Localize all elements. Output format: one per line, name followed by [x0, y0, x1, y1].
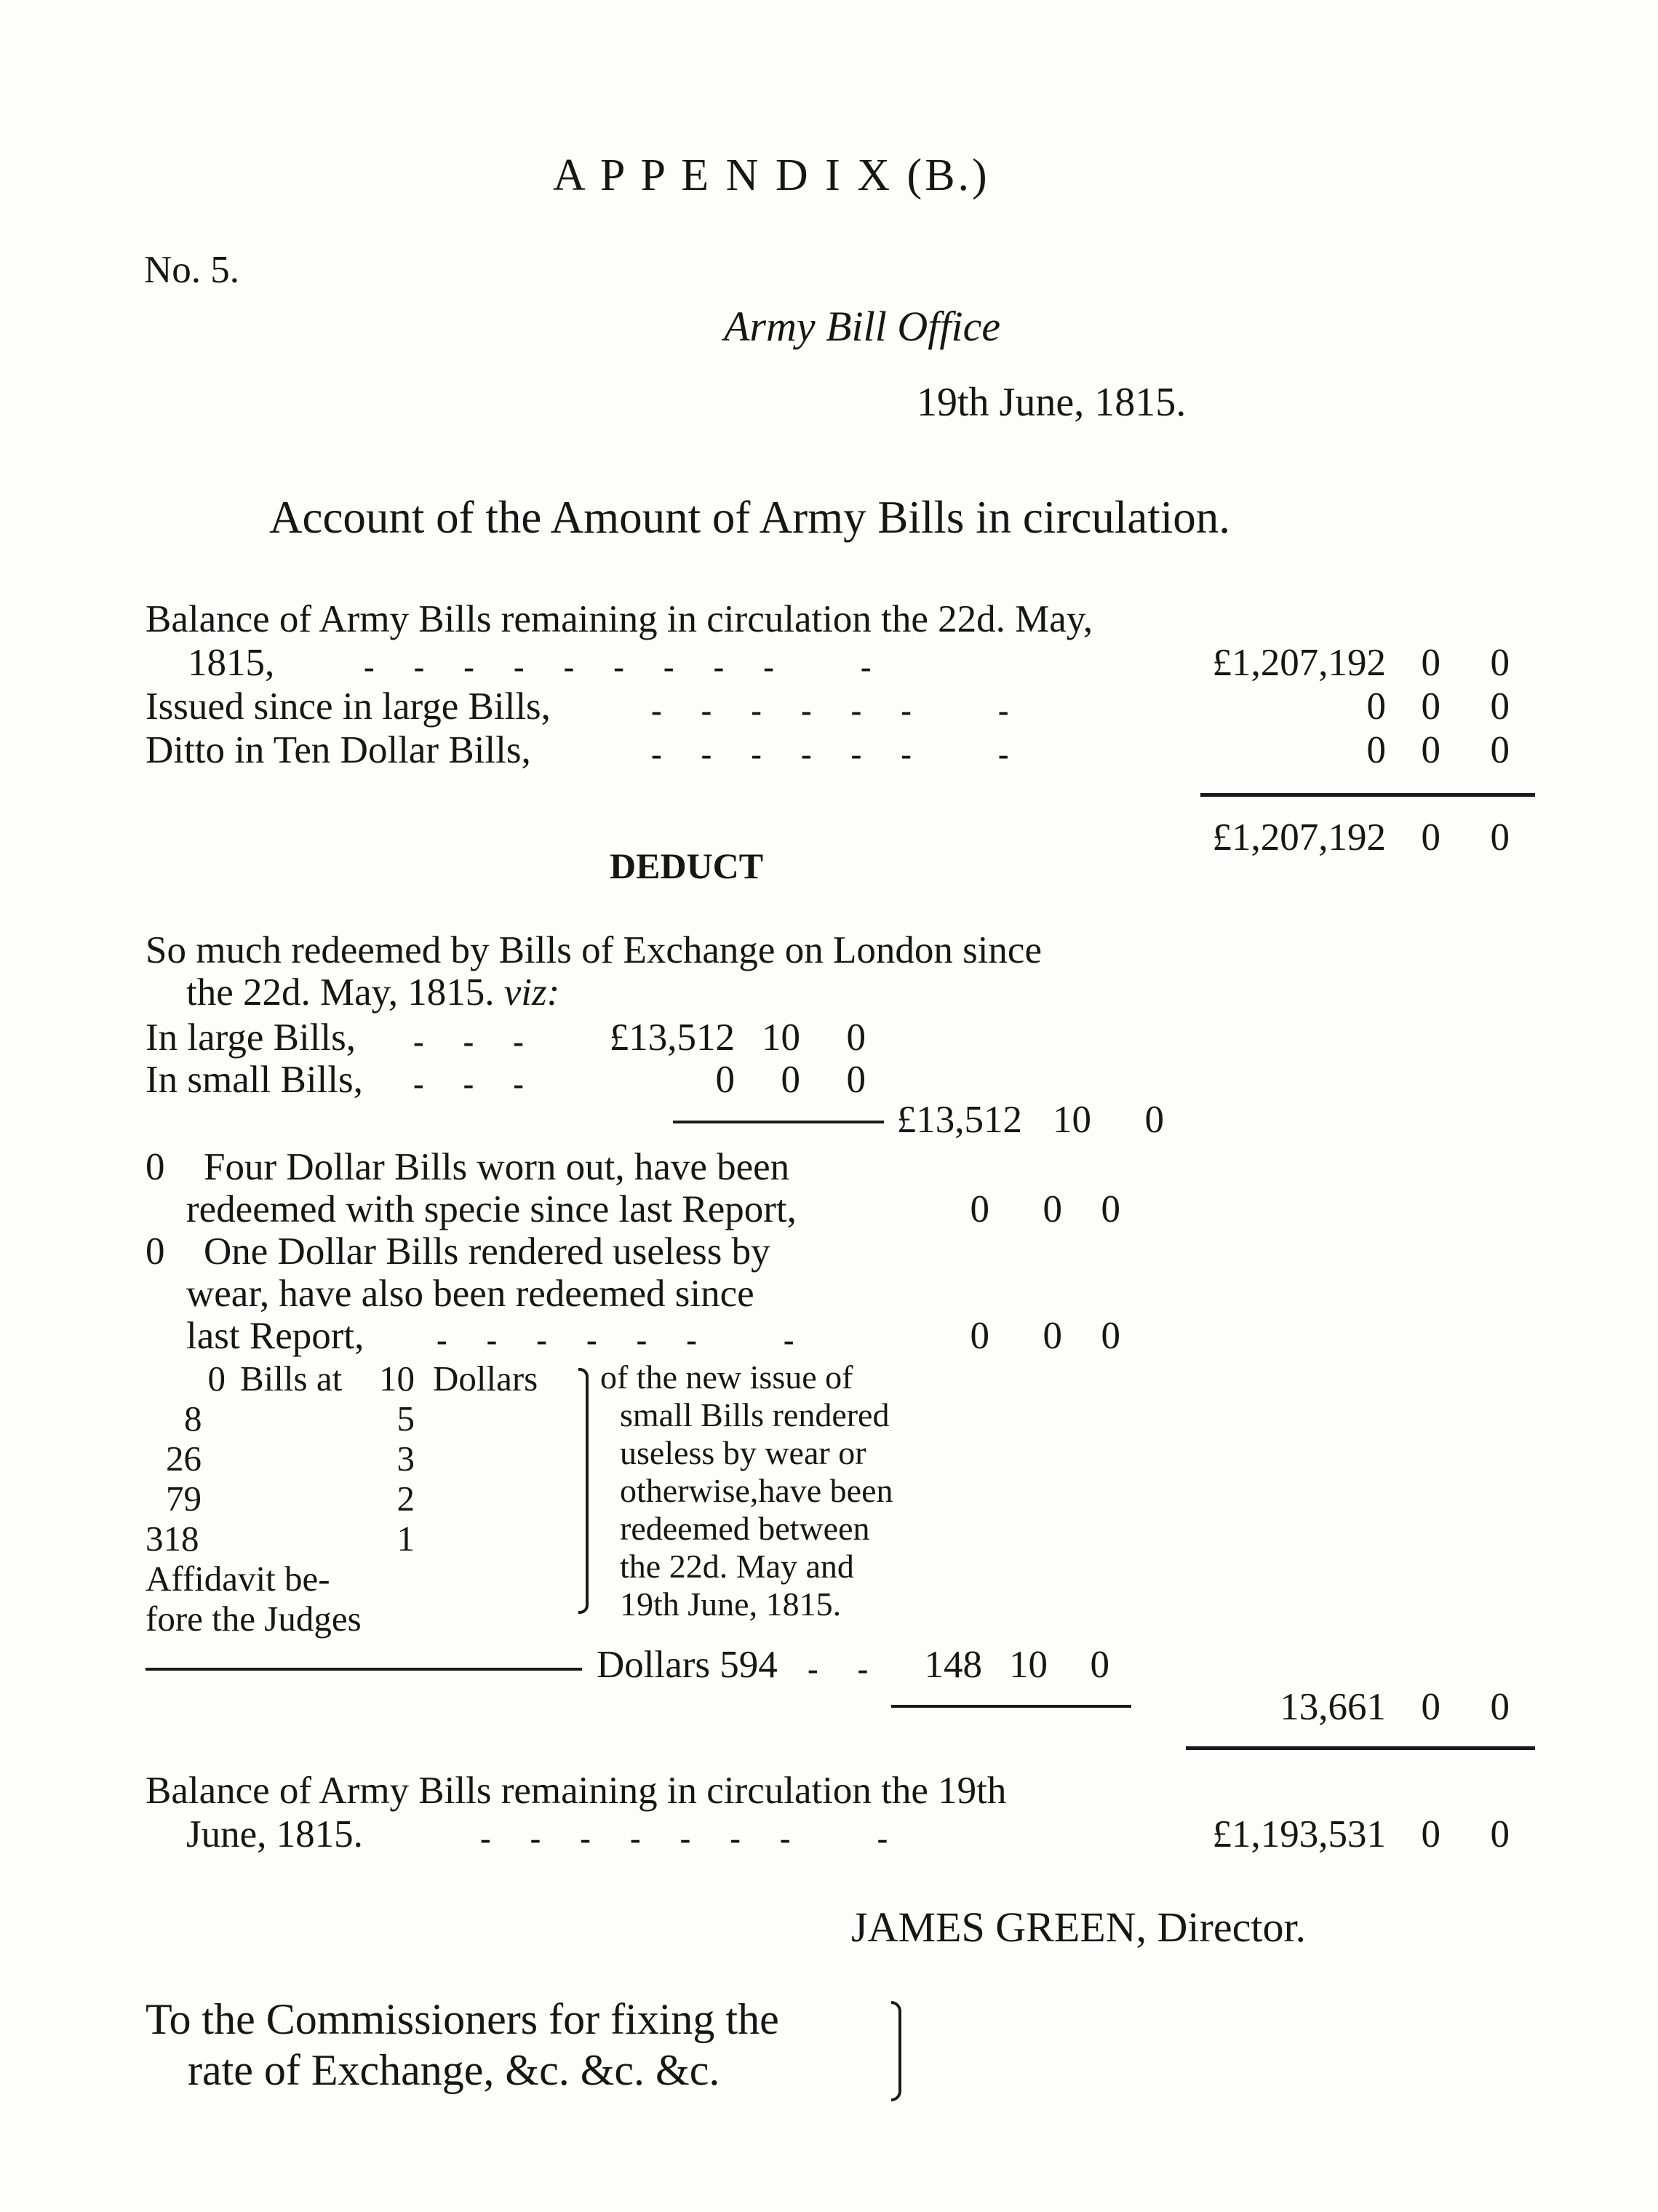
account-title: Account of the Amount of Army Bills in circulation. [269, 492, 1231, 543]
leader-dots: --------- - [364, 649, 911, 685]
small-bills-amount: 0 [715, 1059, 735, 1101]
ditto-amount: 0 [1366, 729, 1386, 771]
issued-shillings: 0 [1421, 685, 1440, 728]
address-line-1: To the Commissioners for fixing the [146, 1995, 779, 2043]
leader-dots: --- [413, 1024, 563, 1059]
office-date: 19th June, 1815. [917, 380, 1187, 425]
deduct-total-amount: 13,661 [1280, 1686, 1386, 1728]
sum-rule [1186, 1746, 1535, 1750]
leader-dots: ------ - [651, 693, 1048, 728]
four-dollar-shillings: 0 [1043, 1188, 1062, 1230]
appendix-title: A P P E N D I X (B.) [553, 151, 990, 200]
deduct-heading: DEDUCT [610, 846, 764, 886]
redeemed-subtotal-amount: £13,512 [896, 1099, 1022, 1141]
four-dollar-line-2: redeemed with specie since last Report, [186, 1188, 797, 1230]
small-bill-count: 0 [207, 1358, 226, 1399]
small-bills-note-6: the 22d. May and [620, 1548, 854, 1585]
ditto-label: Ditto in Ten Dollar Bills, [146, 729, 531, 771]
large-bills-label: In large Bills, [146, 1017, 356, 1059]
small-bills-note-2: small Bills rendered [620, 1396, 890, 1433]
closing-shillings: 0 [1421, 1813, 1440, 1855]
redeemed-subtotal-shillings: 10 [1053, 1099, 1091, 1141]
four-dollar-line-1: Four Dollar Bills worn out, have been [204, 1146, 790, 1188]
closing-pence: 0 [1490, 1813, 1510, 1855]
office-name: Army Bill Office [724, 303, 1001, 350]
document-number: No. 5. [144, 249, 240, 291]
issued-pence: 0 [1490, 685, 1510, 728]
small-bill-mid: Bills at [240, 1358, 343, 1399]
address-brace [891, 2001, 901, 2101]
bracket [578, 1368, 589, 1614]
one-dollar-pence: 0 [1101, 1315, 1120, 1357]
opening-line-2-label: 1815, [188, 642, 275, 684]
four-dollar-pence: 0 [1101, 1188, 1120, 1230]
small-bill-value: 10 [379, 1358, 415, 1399]
signature: JAMES GREEN, Director. [851, 1903, 1307, 1951]
opening-shillings: 0 [1421, 642, 1440, 684]
one-dollar-amount: 0 [970, 1315, 989, 1357]
small-bill-unit: Dollars [433, 1358, 538, 1399]
closing-amount: £1,193,531 [1212, 1813, 1386, 1855]
opening-amount: £1,207,192 [1212, 642, 1386, 684]
opening-pence: 0 [1490, 642, 1510, 684]
affidavit-line-2: fore the Judges [146, 1599, 362, 1639]
one-dollar-line-1: One Dollar Bills rendered useless by [204, 1230, 770, 1273]
deduct-total-pence: 0 [1490, 1686, 1510, 1728]
redeemed-line-2: the 22d. May, 1815. viz: [186, 971, 560, 1014]
leader-dots: --- [413, 1066, 563, 1102]
small-bills-shillings: 10 [1009, 1644, 1048, 1686]
small-bills-note-5: redeemed between [620, 1510, 870, 1547]
small-bill-count: 8 [184, 1399, 202, 1439]
opening-total-shillings: 0 [1421, 816, 1440, 859]
small-bills-note-7: 19th June, 1815. [620, 1586, 842, 1623]
leader-dots: -- [808, 1651, 908, 1687]
redeemed-line-1: So much redeemed by Bills of Exchange on London since [146, 929, 1042, 971]
issued-label: Issued since in large Bills, [146, 685, 551, 728]
ditto-pence: 0 [1490, 729, 1510, 771]
small-bills-pence: 0 [846, 1059, 866, 1101]
subtotal-rule [673, 1121, 884, 1123]
four-dollar-amount: 0 [970, 1188, 989, 1230]
redeemed-subtotal-pence: 0 [1144, 1099, 1164, 1141]
affidavit-line-1: Affidavit be- [146, 1559, 330, 1599]
one-dollar-shillings: 0 [1043, 1315, 1062, 1357]
large-bills-amount: £13,512 [609, 1017, 735, 1059]
closing-line-1: Balance of Army Bills remaining in circulation the 19th [146, 1770, 1007, 1812]
small-bill-value: 1 [396, 1519, 415, 1559]
small-bills-amount: 148 [924, 1644, 982, 1686]
small-bill-value: 5 [396, 1399, 415, 1439]
small-bills-note-4: otherwise,have been [620, 1472, 893, 1509]
subtotal-rule [891, 1705, 1131, 1708]
large-bills-shillings: 10 [762, 1017, 800, 1059]
closing-line-2-label: June, 1815. [186, 1813, 363, 1855]
opening-total-amount: £1,207,192 [1212, 816, 1386, 859]
one-dollar-count: 0 [146, 1230, 165, 1273]
small-bills-pence: 0 [1090, 1644, 1109, 1686]
small-bill-count: 318 [146, 1519, 199, 1559]
dollars-rule [146, 1668, 582, 1671]
deduct-total-shillings: 0 [1421, 1686, 1440, 1728]
ditto-shillings: 0 [1421, 729, 1440, 771]
small-bill-value: 2 [396, 1479, 415, 1519]
sum-rule [1200, 793, 1535, 797]
small-bills-note-3: useless by wear or [620, 1434, 866, 1471]
small-bills-label: In small Bills, [146, 1059, 363, 1101]
dollars-total-label: Dollars 594 [597, 1644, 778, 1686]
leader-dots: ------ - [437, 1322, 834, 1358]
one-dollar-line-2: wear, have also been redeemed since [186, 1273, 754, 1315]
small-bills-shillings: 0 [781, 1059, 800, 1101]
opening-total-pence: 0 [1490, 816, 1510, 859]
leader-dots: ------ - [651, 736, 1048, 772]
opening-line-1: Balance of Army Bills remaining in circulation the 22d. May, [146, 598, 1093, 640]
small-bill-value: 3 [396, 1439, 415, 1479]
one-dollar-line-3: last Report, [186, 1315, 364, 1357]
address-line-2: rate of Exchange, &c. &c. &c. [188, 2046, 720, 2094]
small-bill-count: 26 [166, 1439, 202, 1479]
four-dollar-count: 0 [146, 1146, 165, 1188]
small-bill-count: 79 [166, 1479, 202, 1519]
issued-amount: 0 [1366, 685, 1386, 728]
small-bills-note-1: of the new issue of [600, 1358, 853, 1396]
large-bills-pence: 0 [846, 1017, 866, 1059]
leader-dots: ------- - [480, 1821, 928, 1856]
